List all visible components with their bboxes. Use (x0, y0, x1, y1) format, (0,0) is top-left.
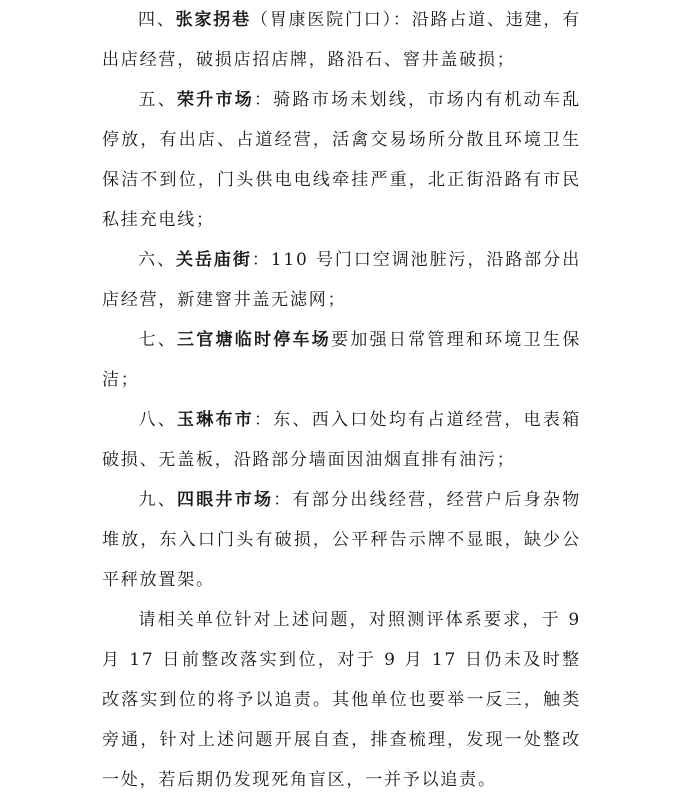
item-text: （胃康医院门口）：沿路占道、违建，有出店经营，破损店招店牌，路沿石、窨井盖破损； (102, 10, 581, 70)
item-number: 八、 (138, 410, 177, 430)
item-name: 关岳庙街 (176, 250, 252, 270)
closing-text: 请相关单位针对上述问题，对照测评体系要求，于 9 月 17 日前整改落实到位，对于 9 月 17 日仍未及时整改落实到位的将予以追责。其他单位也要举一反三，触类旁通，针对上述问题开展自查，排查梳理，发现一处整改一处，若后期仍发现死角盲区，一并予以追责。 (102, 610, 581, 790)
item-name: 荣升市场 (176, 90, 255, 110)
paragraph-item-5 (102, 80, 581, 240)
item-number: 九、 (138, 490, 177, 510)
paragraph-item-7 (102, 320, 581, 400)
paragraph-item-8 (102, 400, 581, 480)
item-name: 玉琳布市 (176, 410, 255, 430)
item-number: 五、 (138, 90, 177, 110)
item-text: ：骑路市场未划线，市场内有机动车乱停放，有出店、占道经营，活禽交易场所分散且环境卫生保洁不到位，门头供电电线牵挂严重，北正街沿路有市民私挂充电线； (102, 90, 581, 230)
item-text: ：110 号门口空调池脏污，沿路部分出店经营，新建窨井盖无滤网； (102, 250, 581, 310)
item-name: 张家拐巷 (175, 10, 251, 30)
item-text: ：东、西入口处均有占道经营，电表箱破损、无盖板，沿路部分墙面因油烟直排有油污； (102, 410, 581, 470)
item-number: 七、 (138, 330, 177, 350)
paragraph-item-6 (102, 240, 581, 320)
paragraph-item-4 (102, 0, 581, 80)
paragraph-item-9 (102, 480, 581, 600)
item-number: 四、 (138, 10, 176, 30)
item-name: 四眼井市场 (176, 490, 274, 510)
item-text: ：有部分出线经营，经营户后身杂物堆放，东入口门头有破损，公平秤告示牌不显眼，缺少公平秤放置架。 (102, 490, 581, 590)
paragraph-closing (102, 600, 581, 800)
item-number: 六、 (138, 250, 177, 270)
item-name: 三官塘临时停车场 (176, 330, 332, 350)
item-text: 要加强日常管理和环境卫生保洁； (102, 330, 581, 390)
